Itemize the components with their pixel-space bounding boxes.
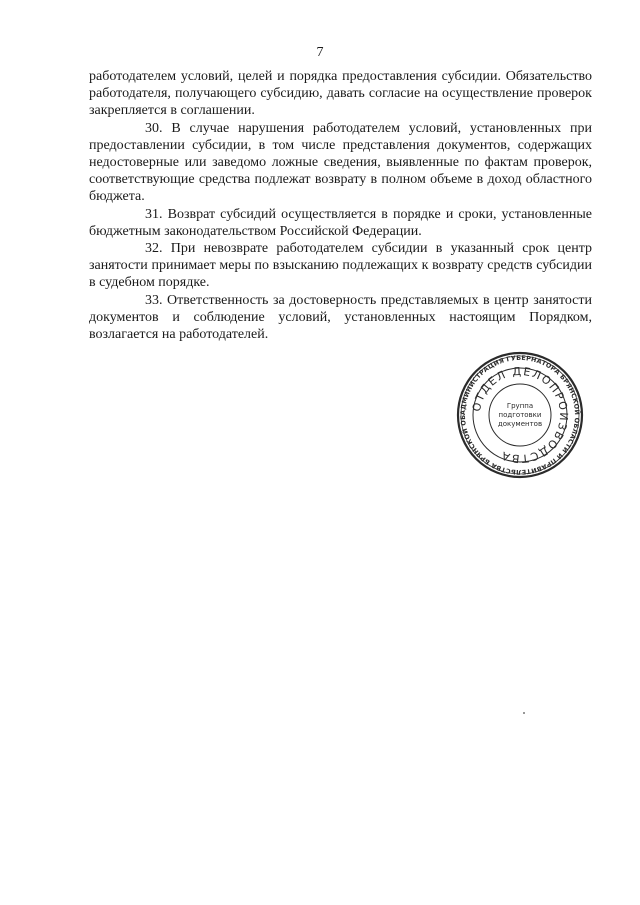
stamp-center-line-1: Группа	[506, 402, 534, 410]
paragraph-32: 32. При невозврате работодателем субсидии в указанный срок центр занятости принимает меры по взысканию подлежащих к возврату средств субсидии в судебном порядке.	[89, 241, 592, 291]
stamp-outer-ring-text: АДМИНИСТРАЦИЯ ГУБЕРНАТОРА БРЯНСКОЙ ОБЛАСТИ И ПРАВИТЕЛЬСТВА БРЯНСКОЙ ОБ	[458, 353, 582, 477]
paragraph-31: 31. Возврат субсидий осуществляется в порядке и сроки, установленные бюджетным законодательством Российской Федерации.	[89, 206, 592, 239]
scan-speck	[523, 712, 525, 714]
stamp-center-line-3: документов	[497, 420, 543, 428]
stamp-inner-ring-text: ОТДЕЛ ДЕЛОПРОИЗВОДСТВА	[469, 364, 571, 466]
page-number: 7	[316, 45, 324, 60]
paragraph-continuation: работодателем условий, целей и порядка предоставления субсидии. Обязательство работодателя, получающего субсидию, давать согласие на осуществление проверок закрепляется в соглашении.	[89, 69, 592, 119]
official-stamp	[456, 351, 584, 479]
document-body	[89, 68, 592, 343]
stamp-center-line-2: подготовки	[498, 411, 542, 419]
paragraph-30: 30. В случае нарушения работодателем условий, установленных при предоставлении субсидии, в том числе представления документов, содержащих недостоверные или заведомо ложные сведения, выявленные по фактам проверок, соответствующие средства подлежат возврату в полном объеме в доход областного бюджета.	[89, 120, 592, 205]
paragraph-33: 33. Ответственность за достоверность представляемых в центр занятости документов и соблюдение условий, установленных настоящим Порядком, возлагается на работодателей.	[89, 292, 592, 343]
